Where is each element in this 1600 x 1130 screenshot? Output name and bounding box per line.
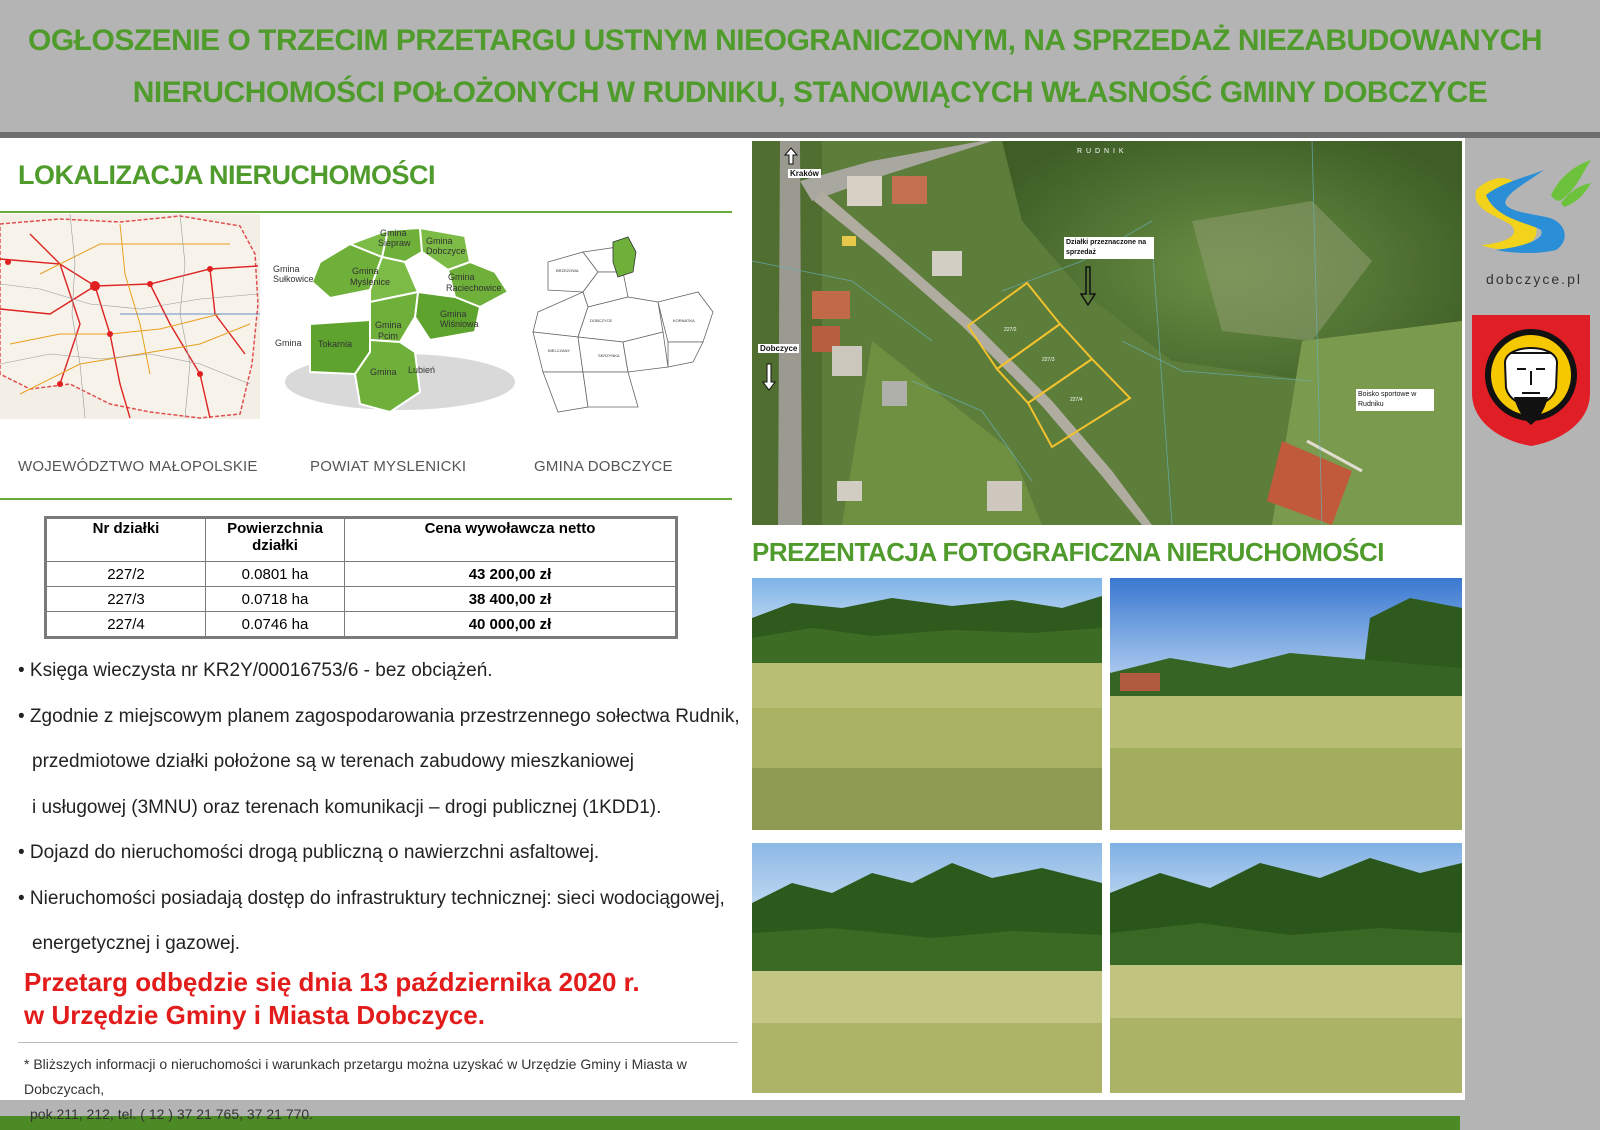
- svg-text:Raciechowice: Raciechowice: [446, 283, 502, 293]
- svg-text:Dobczyce: Dobczyce: [426, 246, 466, 256]
- website-label: dobczyce.pl: [1486, 271, 1582, 287]
- svg-text:Gmina: Gmina: [440, 309, 467, 319]
- arrow-down-icon: [762, 363, 776, 391]
- svg-text:Pcim: Pcim: [378, 331, 398, 341]
- svg-text:Tokarnia: Tokarnia: [318, 339, 353, 349]
- table-row: [46, 612, 677, 638]
- svg-text:SKRZYNKA: SKRZYNKA: [598, 353, 620, 358]
- svg-text:Myślenice: Myślenice: [350, 277, 391, 287]
- table-row: [46, 587, 677, 612]
- svg-text:Gmina: Gmina: [380, 228, 407, 238]
- aerial-label-boisko: Boisko sportowe w Rudniku: [1356, 389, 1434, 411]
- aerial-photo-map: [752, 141, 1462, 525]
- svg-text:Gmina: Gmina: [426, 236, 453, 246]
- announcement-title-line1: OGŁOSZENIE O TRZECIM PRZETARGU USTNYM NIEOGRANICZONYM, NA SPRZEDAŻ NIEZABUDOWANYCH: [27, 24, 1542, 57]
- svg-text:Gmina: Gmina: [370, 367, 397, 377]
- aerial-label-dobczyce: Dobczyce: [760, 344, 798, 353]
- voivodeship-label: WOJEWÓDZTWO MAŁOPOLSKIE: [18, 458, 258, 475]
- plot-area: 0.0801 ha: [206, 562, 345, 587]
- zoning-bullet-continued: i usługowej (3MNU) oraz terenach komunikacji – drogi publicznej (1KDD1).: [32, 796, 662, 818]
- svg-text:227/3: 227/3: [1042, 357, 1055, 363]
- svg-text:KORNATKA: KORNATKA: [673, 318, 695, 323]
- gmina-map: [528, 232, 728, 432]
- svg-text:Gmina: Gmina: [352, 266, 379, 276]
- svg-text:Gmina: Gmina: [448, 272, 475, 282]
- note-divider: [18, 1042, 738, 1043]
- auction-date-notice: [24, 966, 640, 1032]
- powiat-label: POWIAT MYSLENICKI: [310, 458, 467, 475]
- plot-number: 227/2: [46, 562, 206, 587]
- dobczyce-logo-icon: [1466, 155, 1596, 255]
- voivodeship-map: [0, 214, 260, 419]
- table-header-row: [46, 518, 677, 562]
- auction-line2: w Urzędzie Gminy i Miasta Dobczyce.: [24, 1000, 485, 1030]
- plot-price: 40 000,00 zł: [345, 612, 677, 638]
- arrow-up-icon: [784, 147, 798, 165]
- plot-price: 43 200,00 zł: [345, 562, 677, 587]
- aerial-label-rudnik: R U D N I K: [1077, 148, 1125, 155]
- meadow-photo-3: [752, 843, 1102, 1093]
- svg-text:DOBCZYCE: DOBCZYCE: [590, 318, 613, 323]
- header-band: [0, 0, 1600, 132]
- aerial-map-drawing: [752, 141, 1462, 525]
- svg-text:Gmina: Gmina: [275, 338, 302, 348]
- contact-note: [24, 1052, 744, 1127]
- svg-text:Siepraw: Siepraw: [378, 238, 411, 248]
- header-divider: [0, 132, 1600, 138]
- aerial-label-krakow: Kraków: [790, 169, 819, 178]
- svg-text:Sułkowice: Sułkowice: [273, 274, 314, 284]
- location-section-title: LOKALIZACJA NIERUCHOMOŚCI: [18, 160, 435, 190]
- land-register-bullet: • Księga wieczysta nr KR2Y/00016753/6 - bez obciążeń.: [18, 660, 493, 681]
- coat-of-arms-icon: [1470, 313, 1592, 447]
- powiat-map: [270, 222, 530, 427]
- plot-number: 227/4: [46, 612, 206, 638]
- zoning-bullet-continued: przedmiotowe działki położone są w terenach zabudowy mieszkaniowej: [32, 751, 634, 772]
- column-header: Powierzchnia działki: [206, 518, 345, 562]
- infrastructure-bullet-continued: energetycznej i gazowej.: [32, 933, 241, 954]
- plot-area: 0.0718 ha: [206, 587, 345, 612]
- meadow-photo-1: [752, 578, 1102, 830]
- meadow-photo-2: [1110, 578, 1462, 830]
- access-bullet: • Dojazd do nieruchomości drogą publiczną o nawierzchni asfaltowej.: [18, 842, 600, 863]
- svg-text:Gmina: Gmina: [375, 320, 402, 330]
- svg-text:Wiśniowa: Wiśniowa: [440, 319, 479, 329]
- table-row: [46, 562, 677, 587]
- svg-text:Gmina: Gmina: [273, 264, 300, 274]
- aerial-label-plots: Działki przeznaczone na sprzedaż: [1064, 237, 1154, 259]
- infrastructure-bullet: • Nieruchomości posiadają dostęp do infrastruktury technicznej: sieci wodociągowej,: [18, 887, 725, 909]
- gmina-label: GMINA DOBCZYCE: [534, 458, 673, 475]
- column-header: Cena wywoławcza netto: [345, 518, 677, 562]
- plot-area: 0.0746 ha: [206, 612, 345, 638]
- plot-number: 227/3: [46, 587, 206, 612]
- column-header: Nr działki: [46, 518, 206, 562]
- svg-text:BIELCZANY: BIELCZANY: [548, 348, 571, 353]
- plot-price: 38 400,00 zł: [345, 587, 677, 612]
- location-divider-bottom: [0, 498, 732, 500]
- auction-line1: Przetarg odbędzie się dnia 13 października 2020 r.: [24, 967, 640, 997]
- property-details: [18, 648, 738, 967]
- svg-text:227/4: 227/4: [1070, 397, 1083, 403]
- svg-text:227/2: 227/2: [1004, 327, 1017, 333]
- announcement-title-line2: NIERUCHOMOŚCI POŁOŻONYCH W RUDNIKU, STANOWIĄCYCH WŁASNOŚĆ GMINY DOBCZYCE: [132, 76, 1488, 109]
- contact-note-line1: * Bliższych informacji o nieruchomości i warunkach przetargu można uzyskać w Urzędzie Gminy i Miasta w Dobczycach,: [24, 1056, 687, 1097]
- contact-note-line2: pok.211, 212, tel. ( 12 ) 37 21 765, 37 21 770.: [30, 1106, 314, 1122]
- zoning-bullet: • Zgodnie z miejscowym planem zagospodarowania przestrzennego sołectwa Rudnik,: [18, 705, 740, 727]
- svg-text:BRZEZOWA: BRZEZOWA: [556, 268, 579, 273]
- photos-section-title: PREZENTACJA FOTOGRAFICZNA NIERUCHOMOŚCI: [752, 537, 1384, 567]
- arrow-down-icon: [1080, 266, 1096, 306]
- meadow-photo-4: [1110, 843, 1462, 1093]
- svg-text:Lubień: Lubień: [408, 365, 436, 375]
- plots-table: [44, 516, 678, 639]
- location-divider: [0, 211, 732, 213]
